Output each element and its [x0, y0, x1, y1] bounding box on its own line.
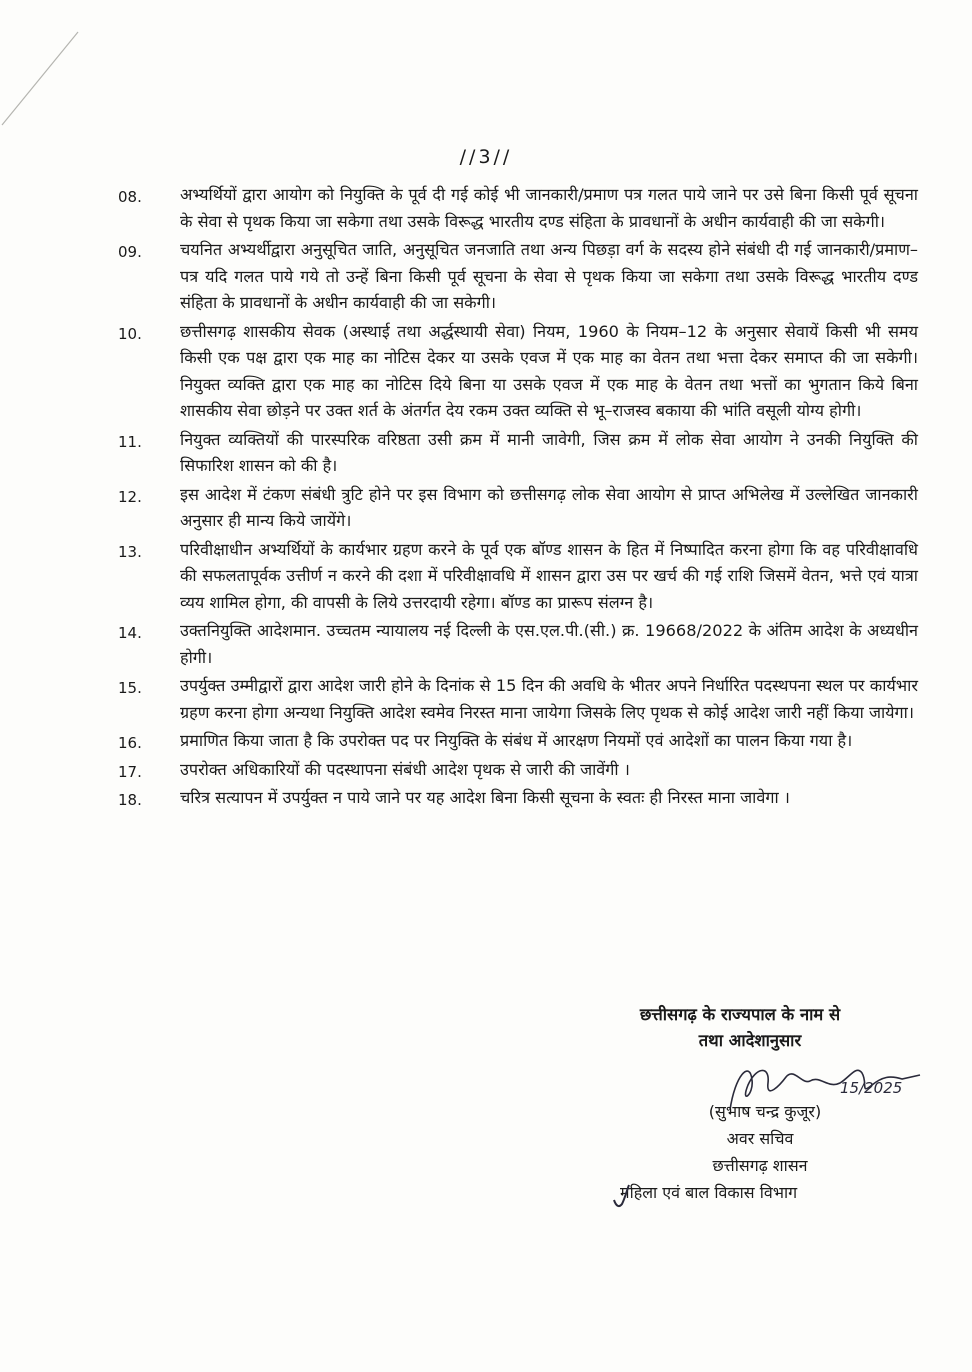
signature-date: 15/2025 — [840, 1079, 903, 1097]
clause-text: उक्तनियुक्ति आदेशमान. उच्चतम न्यायालय नई दिल्ली के एस.एल.पी.(सी.) क्र. 19668/2022 के अंतिम आदेश के अध्यधीन होगी। — [180, 621, 918, 667]
clause-item — [118, 182, 918, 235]
clause-text: चरित्र सत्यापन में उपर्युक्त न पाये जाने पर यह आदेश बिना किसी सूचना के स्वतः ही निरस्त माना जावेगा । — [180, 788, 790, 807]
signatory-department: महिला एवं बाल विकास विभाग — [620, 1183, 798, 1202]
clause-text: इस आदेश में टंकण संबंधी त्रुटि होने पर इस विभाग को छत्तीसगढ़ लोक सेवा आयोग से प्राप्त अभिलेख में उल्लेखित जानकारी अनुसार ही मान्य किये जायेंगे। — [180, 484, 918, 530]
signatory-government: छत्तीसगढ़ शासन — [712, 1156, 808, 1175]
clause-item — [118, 237, 918, 317]
clause-text: उपरोक्त अधिकारियों की पदस्थापना संबंधी आदेश पृथक से जारी की जावेंगी । — [180, 759, 630, 779]
clause-item — [118, 537, 918, 617]
clause-list — [118, 182, 918, 814]
signatory-designation: अवर सचिव — [726, 1129, 794, 1148]
closing-authority — [560, 1002, 920, 1054]
clause-number: 10. — [118, 324, 142, 343]
clause-number: 18. — [118, 791, 142, 809]
clause-number: 13. — [118, 542, 142, 561]
clause-text: नियुक्त व्यक्तियों की पारस्परिक वरिष्ठता उसी क्रम में मानी जावेगी, जिस क्रम में लोक सेवा आयोग ने उनकी नियुक्ति की सिफारिश शासन को की है। — [180, 429, 918, 475]
clause-item — [118, 673, 918, 726]
clause-number: 17. — [118, 762, 142, 781]
clause-number: 16. — [118, 734, 142, 752]
clause-number: 12. — [118, 487, 142, 506]
clause-text: प्रमाणित किया जाता है कि उपरोक्त पद पर नियुक्ति के संबंध में आरक्षण नियमों एवं आदेशों का पालन किया गया है। — [180, 731, 853, 750]
closing-line-2: तथा आदेशानुसार — [698, 1031, 802, 1050]
handwritten-tick-mark — [610, 1182, 632, 1212]
page-number: //3// — [459, 146, 513, 168]
clause-item — [118, 757, 918, 784]
clause-number: 08. — [118, 188, 142, 206]
clause-text: छत्तीसगढ़ शासकीय सेवक (अस्थाई तथा अर्द्धस्थायी सेवा) नियम, 1960 के नियम–12 के अनुसार सेवायें किसी भी समय किसी एक पक्ष द्वारा एक माह का नोटिस देकर या उसके एवज में एक माह का वेतन तथा भत्ता देकर समाप्त की जा सकेगी। नियुक्त व्यक्ति द्वारा एक माह का नोटिस दिये बिना या उसके एवज में एक माह के वेतन तथा भत्तों का भुगतान किये बिना शासकीय सेवा छोड़ने पर उक्त शर्त के अंतर्गत देय रकम उक्त व्यक्ति से भू–राजस्व बकाया की भांति वसूली योग्य होगी। — [180, 321, 918, 420]
clause-item — [118, 319, 918, 425]
page-crease-mark — [0, 30, 80, 130]
signatory-block — [600, 1098, 920, 1206]
clause-number: 11. — [118, 432, 142, 451]
clause-number: 09. — [118, 243, 142, 261]
closing-line-1: छत्तीसगढ़ के राज्यपाल के नाम से — [639, 1005, 841, 1024]
clause-number: 14. — [118, 624, 142, 642]
signatory-name: (सुभाष चन्द्र कुजूर) — [708, 1102, 822, 1121]
clause-item — [118, 618, 918, 671]
clause-text: परिवीक्षाधीन अभ्यर्थियों के कार्यभार ग्रहण करने के पूर्व एक बॉण्ड शासन के हित में निष्पादित करना होगा कि वह परिवीक्षावधि की सफलतापूर्वक उत्तीर्ण न करने की दशा में परिवीक्षावधि में शासन द्वारा उस पर खर्च की गई राशि जिसमें वेतन, भत्ते एवं यात्रा व्यय शामिल होगा, की वापसी के लिये उत्तरदायी रहेगा। बॉण्ड का प्रारूप संलग्न है। — [180, 539, 918, 612]
clause-item — [118, 728, 918, 755]
clause-text: उपर्युक्त उम्मीद्वारों द्वारा आदेश जारी होने के दिनांक से 15 दिन की अवधि के भीतर अपने निर्धारित पदस्थपना स्थल पर कार्यभार ग्रहण करना होगा अन्यथा नियुक्ति आदेश स्वमेव निरस्त माना जायेगा जिसके लिए पृथक से कोई आदेश जारी नहीं किया जायेगा। — [180, 676, 918, 722]
clause-text: अभ्यर्थियों द्वारा आयोग को नियुक्ति के पूर्व दी गई कोई भी जानकारी/प्रमाण पत्र गलत पाये जाने पर उसे बिना किसी पूर्व सूचना के सेवा से पृथक किया जा सकेगा तथा उसके विरूद्ध भारतीय दण्ड संहिता के प्रावधानों के अधीन कार्यवाही की जा सकेगी। — [180, 185, 918, 231]
clause-item — [118, 482, 918, 535]
clause-number: 15. — [118, 679, 142, 697]
clause-item — [118, 427, 918, 480]
clause-item — [118, 785, 918, 812]
clause-text: चयनित अभ्यर्थीद्वारा अनुसूचित जाति, अनुसूचित जनजाति तथा अन्य पिछड़ा वर्ग के सदस्य होने संबंधी दी गई जानकारी/प्रमाण–पत्र यदि गलत पाये गये तो उन्हें बिना किसी पूर्व सूचना के सेवा से पृथक किया जा सकेगा तथा उसके विरूद्ध भारतीय दण्ड संहिता के प्रावधानों के अधीन कार्यवाही की जा सकेगी। — [180, 240, 918, 312]
